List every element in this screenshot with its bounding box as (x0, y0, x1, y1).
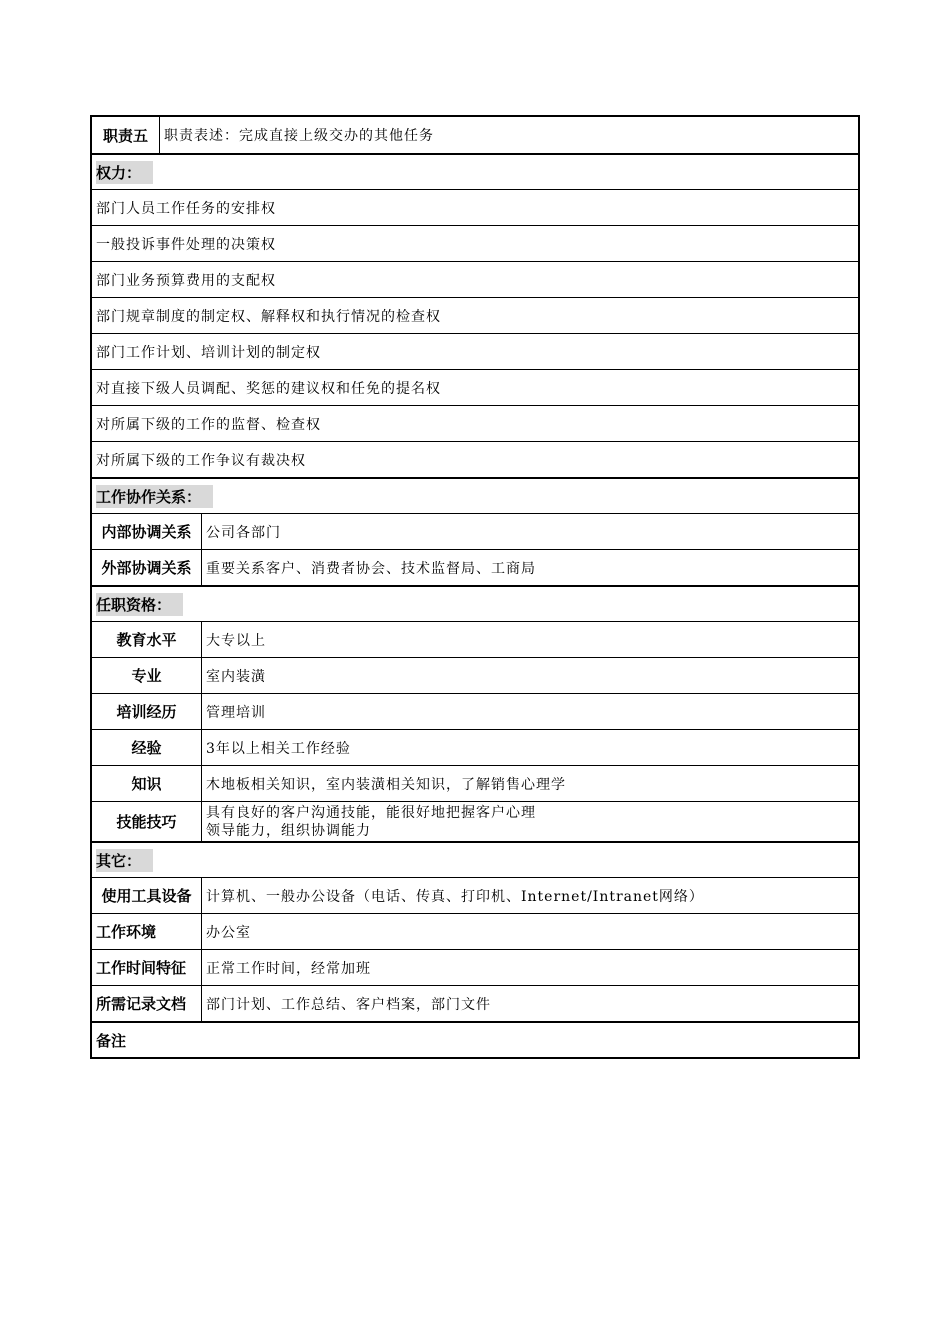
documents-label: 所需记录文档 (92, 986, 202, 1021)
education-value: 大专以上 (206, 632, 266, 649)
authority-item (92, 261, 858, 297)
other-header: 其它： (92, 843, 858, 877)
major-row (92, 657, 858, 693)
authority-item (92, 405, 858, 441)
duty-row (92, 117, 858, 153)
environment-label: 工作环境 (92, 914, 202, 949)
external-relations-value: 重要关系客户、消费者协会、技术监督局、工商局 (206, 560, 536, 577)
external-relations-row (92, 549, 858, 585)
skills-label: 技能技巧 (92, 802, 202, 841)
authority-item (92, 369, 858, 405)
external-relations-label: 外部协调关系 (92, 550, 202, 585)
internal-relations-row (92, 513, 858, 549)
experience-row (92, 729, 858, 765)
training-value: 管理培训 (206, 704, 266, 721)
qualifications-header: 任职资格： (92, 587, 858, 621)
education-row (92, 621, 858, 657)
authority-item-text: 部门规章制度的制定权、解释权和执行情况的检查权 (96, 308, 441, 325)
knowledge-row (92, 765, 858, 801)
authority-header-row (92, 153, 858, 189)
authority-item (92, 333, 858, 369)
authority-item (92, 225, 858, 261)
qualifications-header-row (92, 585, 858, 621)
knowledge-value: 木地板相关知识，室内装潢相关知识，了解销售心理学 (206, 776, 566, 793)
training-label: 培训经历 (92, 694, 202, 729)
authority-item (92, 189, 858, 225)
major-value: 室内装潢 (206, 668, 266, 685)
training-row (92, 693, 858, 729)
authority-item-text: 一般投诉事件处理的决策权 (96, 236, 276, 253)
duty-label: 职责五 (92, 117, 160, 153)
environment-value: 办公室 (206, 924, 251, 941)
experience-label: 经验 (92, 730, 202, 765)
job-description-table (90, 115, 860, 1059)
authority-item (92, 297, 858, 333)
authority-item-text: 对所属下级的工作争议有裁决权 (96, 452, 306, 469)
internal-relations-value: 公司各部门 (206, 524, 281, 541)
tools-value: 计算机、一般办公设备（电话、传真、打印机、Internet/Intranet网络） (206, 888, 704, 905)
authority-item-text: 部门业务预算费用的支配权 (96, 272, 276, 289)
major-label: 专业 (92, 658, 202, 693)
skills-row (92, 801, 858, 841)
other-header-row (92, 841, 858, 877)
skills-line: 具有良好的客户沟通技能，能很好地把握客户心理 (206, 804, 536, 821)
relations-header-row (92, 477, 858, 513)
skills-line: 领导能力，组织协调能力 (206, 822, 371, 839)
tools-row (92, 877, 858, 913)
skills-value (202, 802, 858, 841)
documents-value: 部门计划、工作总结、客户档案，部门文件 (206, 996, 491, 1013)
environment-row (92, 913, 858, 949)
documents-row (92, 985, 858, 1021)
tools-label: 使用工具设备 (92, 878, 202, 913)
authority-header: 权力： (92, 155, 858, 189)
work-time-row (92, 949, 858, 985)
experience-value: 3年以上相关工作经验 (206, 740, 351, 757)
authority-item-text: 对直接下级人员调配、奖惩的建议权和任免的提名权 (96, 380, 441, 397)
internal-relations-label: 内部协调关系 (92, 514, 202, 549)
education-label: 教育水平 (92, 622, 202, 657)
authority-item-text: 对所属下级的工作的监督、检查权 (96, 416, 321, 433)
duty-text: 职责表述：完成直接上级交办的其他任务 (164, 128, 434, 144)
relations-header: 工作协作关系： (92, 479, 858, 513)
authority-item-text: 部门工作计划、培训计划的制定权 (96, 344, 321, 361)
authority-item-text: 部门人员工作任务的安排权 (96, 200, 276, 217)
authority-item (92, 441, 858, 477)
work-time-value: 正常工作时间，经常加班 (206, 960, 371, 977)
work-time-label: 工作时间特征 (92, 950, 202, 985)
remarks-row (92, 1021, 858, 1057)
remarks-label: 备注 (96, 1031, 127, 1050)
knowledge-label: 知识 (92, 766, 202, 801)
